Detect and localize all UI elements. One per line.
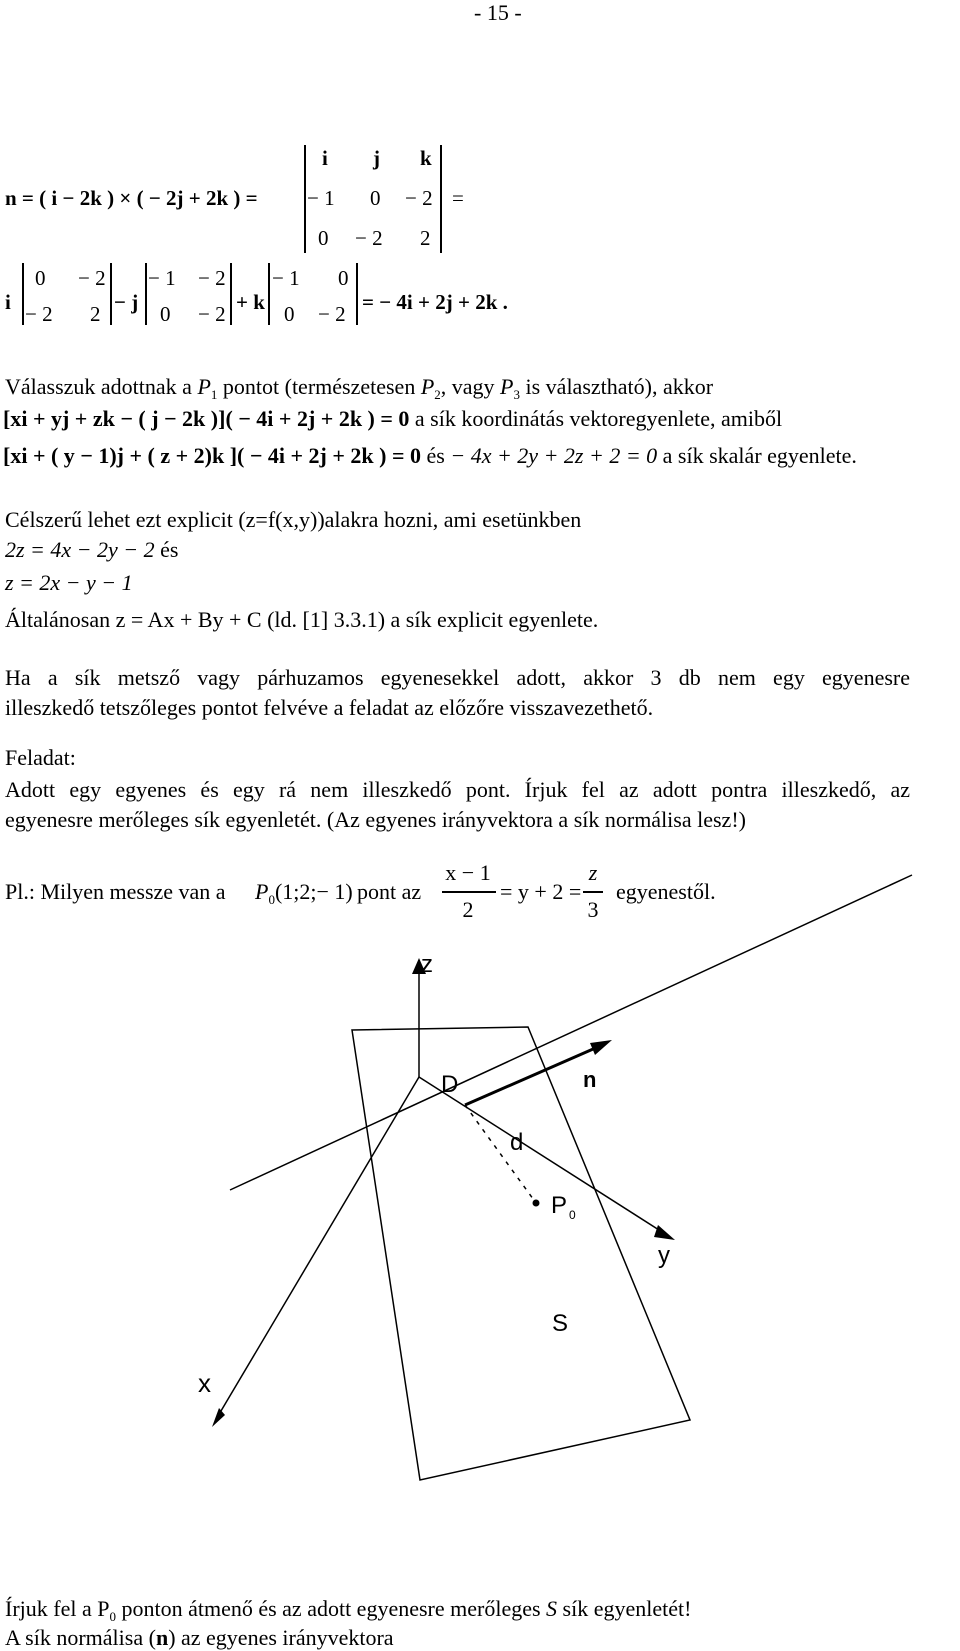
normal-vector-arrow (590, 1040, 612, 1055)
frac1-numerator: x − 1 (445, 860, 491, 885)
y-axis-arrow (654, 1225, 675, 1240)
minor-cell: − 2 (198, 266, 226, 290)
det-cell: j (373, 146, 380, 170)
minor-cell: − 1 (148, 266, 176, 290)
footer-line2: A sík normálisa (n) az egyenes irányvektora (5, 1625, 394, 1650)
det-cell: i (322, 146, 328, 170)
x-axis-arrow (212, 1408, 225, 1427)
task-line1: Adott egy egyenes és egy rá nem illeszkedő pont. Írjuk fel az adott pontra illeszkedő, az (5, 777, 910, 802)
minor-cell: − 2 (318, 302, 346, 326)
minor-cell: 0 (35, 266, 46, 290)
label-s: S (552, 1310, 569, 1337)
det-cell: k (420, 146, 432, 170)
frac2-denominator: 3 (587, 897, 599, 922)
page-number: - 15 - (474, 0, 522, 25)
det-cell: − 2 (355, 226, 383, 250)
frac2-numerator: z (588, 860, 598, 885)
example-lead: Pl.: Milyen messze van a (5, 879, 226, 904)
para2-line2: 2z = 4x − 2y − 2 és (5, 537, 179, 562)
det-cell: − 1 (307, 186, 335, 210)
expand-i: i (5, 290, 11, 314)
distance-d (465, 1105, 536, 1203)
task-heading: Feladat: (5, 745, 76, 770)
label-n: n (583, 1067, 597, 1092)
label-p0: P (551, 1192, 568, 1219)
label-y: y (658, 1242, 670, 1269)
plane-s (352, 1027, 690, 1480)
cross-product-lhs: n = ( i − 2k ) × ( − 2j + 2k ) = (5, 186, 258, 210)
para2-line1: Célszerű lehet ezt explicit (z=f(x,y))alakra hozni, ami esetünkben (5, 507, 582, 532)
det-cell: − 2 (405, 186, 433, 210)
label-d-point: D (441, 1071, 459, 1098)
label-distance: d (510, 1129, 524, 1156)
para1-line2: [xi + yj + zk − ( j − 2k )]( − 4i + 2j + 2k ) = 0 a sík koordinátás vektoregyenlete, amiből (3, 406, 783, 431)
point-p0 (533, 1200, 540, 1207)
para3-line1: Ha a sík metsző vagy párhuzamos egyenesekkel adott, akkor 3 db nem egy egyenesre (5, 665, 910, 690)
task-line2: egyenesre merőleges sík egyenletét. (Az egyenes irányvektora a sík normálisa lesz!) (5, 807, 746, 832)
footer-line1: Írjuk fel a $P_0$ ponton átmenő és az adott egyenesre merőleges S sík egyenletét! (5, 1596, 692, 1624)
frac1-denominator: 2 (462, 897, 474, 922)
example-middle-eq: = y + 2 = (500, 879, 582, 904)
minor-cell: − 2 (78, 266, 106, 290)
minor-cell: 0 (338, 266, 349, 290)
label-p0-sub: 0 (569, 1208, 576, 1222)
det-cell: 2 (420, 226, 431, 250)
det-cell: 0 (318, 226, 329, 250)
example-point: $P_0(1;2;- 1)$ (255, 879, 353, 907)
minor-cell: 0 (160, 302, 171, 326)
minor-cell: 0 (284, 302, 295, 326)
label-x: x (198, 1368, 211, 1398)
minor-cell: − 2 (198, 302, 226, 326)
given-line (230, 875, 912, 1190)
para1-line3: [xi + ( y − 1)j + ( z + 2)k ]( − 4i + 2j + 2k ) = 0 és − 4x + 2y + 2z + 2 = 0 a sík skalár egyenlete. (3, 443, 857, 468)
det-equals: = (452, 186, 464, 210)
normal-vector-n (465, 1046, 600, 1105)
para3-line2: illeszkedő tetszőleges pontot felvéve a feladat az előzőre visszavezethető. (5, 695, 654, 720)
example-tail: egyenestől. (616, 879, 716, 904)
para2-line3: z = 2x − y − 1 (5, 570, 133, 595)
para1-line1: Válasszuk adottnak a $P_1$ pontot (természetesen $P_2$, vagy $P_3$ is választható), akkor (5, 374, 714, 402)
expand-j: − j (114, 290, 139, 314)
para2-line4: Általánosan z = Ax + By + C (ld. [1] 3.3.1) a sík explicit egyenlete. (5, 607, 599, 632)
y-axis (419, 1077, 670, 1237)
label-z: z (421, 951, 433, 978)
x-axis (218, 1077, 419, 1416)
minor-cell: − 1 (272, 266, 300, 290)
example-mid: pont az (357, 879, 422, 904)
minor-cell: − 2 (25, 302, 53, 326)
expand-k: + k (236, 290, 265, 314)
minor-cell: 2 (90, 302, 101, 326)
det-cell: 0 (370, 186, 381, 210)
expand-result: = − 4i + 2j + 2k . (362, 290, 508, 314)
